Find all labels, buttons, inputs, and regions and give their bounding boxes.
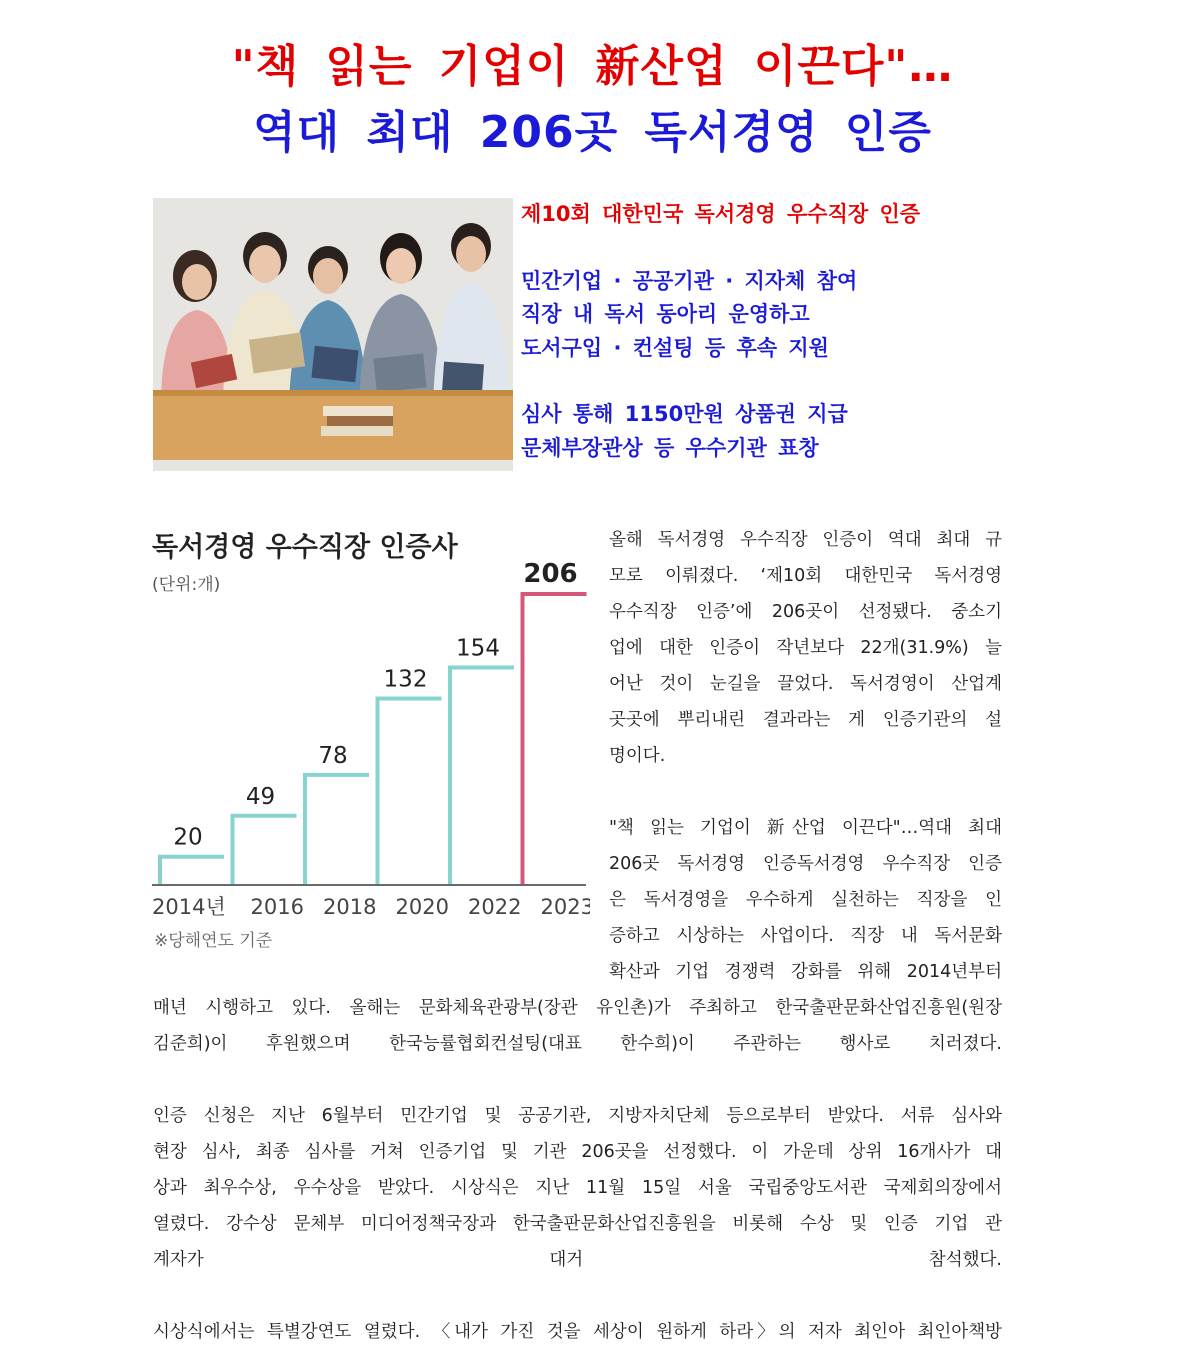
article-line: 우수직장 인증’에 206곳이 선정됐다. 중소기: [609, 602, 1002, 622]
article-line: 현장 심사, 최종 심사를 거쳐 인증기업 및 기관 206곳을 선정했다. 이 가운데 상위 16개사가 대: [153, 1142, 1002, 1162]
chart-bar: [160, 857, 224, 885]
article-line: 올해 독서경영 우수직장 인증이 역대 최대 규: [609, 530, 1002, 550]
chart-bar: [233, 816, 297, 885]
summary-title: 제10회 대한민국 독서경영 우수직장 인증: [521, 202, 921, 226]
article-line: "책 읽는 기업이 新산업 이끈다"…역대 최대: [609, 818, 1002, 838]
article-line: 은 독서경영을 우수하게 실천하는 직장을 인: [609, 890, 1002, 910]
chart-bar: [523, 594, 587, 885]
article-line: 증하고 시상하는 사업이다. 직장 내 독서문화: [609, 926, 1002, 946]
chart-category-label: 2023: [540, 895, 590, 919]
chart-value-label: 78: [318, 742, 348, 769]
chart-category-label: 2022: [468, 895, 522, 919]
chart-category-label: 2014년: [152, 895, 226, 919]
article-line: 확산과 기업 경쟁력 강화를 위해 2014년부터: [609, 962, 1002, 982]
article-line: 어난 것이 눈길을 끌었다. 독서경영이 산업계: [609, 674, 1002, 694]
article-line: 상과 최우수상, 우수상을 받았다. 시상식은 지난 11월 15일 서울 국립중앙도서관 국제회의장에서: [153, 1178, 1002, 1198]
chart-unit-label: (단위:개): [152, 575, 221, 595]
certification-chart-svg: [150, 522, 590, 962]
chart-bar: [378, 699, 442, 885]
summary-box: [521, 198, 1081, 465]
chart-footnote: ※당해연도 기준: [154, 931, 273, 951]
summary-line: 직장 내 독서 동아리 운영하고: [521, 302, 810, 326]
summary-line: 민간기업 · 공공기관 · 지자체 참여: [521, 268, 858, 293]
article-paragraph: [153, 990, 1002, 1062]
chart-value-label: 206: [523, 559, 578, 589]
chart-title: 독서경영 우수직장 인증사: [152, 532, 458, 563]
chart-bar: [305, 775, 369, 885]
article-line: 매년 시행하고 있다. 올해는 문화체육관광부(장관 유인촌)가 주최하고 한국출판문화산업진흥원(원장: [153, 998, 1002, 1018]
chart-category-label: 2016: [250, 895, 304, 919]
reading-people-photo: [153, 198, 513, 471]
chart-value-label: 49: [245, 783, 276, 810]
summary-line: 심사 통해 1150만원 상품권 지급: [521, 402, 848, 426]
chart-category-label: 2018: [323, 895, 377, 919]
article-line: 명이다.: [609, 746, 666, 766]
article-line: 김준희)이 후원했으며 한국능률협회컨설팅(대표 한수희)이 주관하는 행사로 치러졌다.: [153, 1034, 1002, 1054]
summary-line: 도서구입 · 컨설팅 등 후속 지원: [521, 335, 829, 360]
reading-people-illustration: [153, 198, 513, 471]
article-line: 열렸다. 강수상 문체부 미디어정책국장과 한국출판문화산업진흥원을 비롯해 수상 및 인증 기업 관: [153, 1214, 1002, 1234]
article-paragraph: [153, 1098, 1002, 1278]
chart-value-label: 154: [456, 635, 500, 662]
article-line: 모로 이뤄졌다. ‘제10회 대한민국 독서경영: [609, 566, 1002, 586]
article-line: 곳곳에 뿌리내린 결과라는 게 인증기관의 설: [609, 710, 1002, 730]
headline-line-2: 역대 최대 206곳 독서경영 인증: [253, 107, 932, 158]
article-line: 206곳 독서경영 인증독서경영 우수직장 인증: [609, 854, 1002, 874]
chart-value-label: 20: [173, 824, 203, 851]
chart-category-label: 2020: [395, 895, 449, 919]
chart-value-label: 132: [383, 666, 428, 693]
certification-chart: [150, 522, 590, 962]
article-line: 업에 대한 인증이 작년보다 22개(31.9%) 늘: [609, 638, 1002, 658]
article-right-column: [609, 522, 1002, 990]
headline-line-1: "책 읽는 기업이 新산업 이끈다"…: [231, 41, 954, 92]
article-line: 시상식에서는 특별강연도 열렸다. 〈내가 가진 것을 세상이 원하게 하라〉의 저자 최인아 최인아책방: [153, 1322, 1002, 1342]
summary-line: 문체부장관상 등 우수기관 표창: [521, 435, 819, 460]
article-paragraph: [153, 1314, 1002, 1350]
article-line: 계자가 대거 참석했다.: [153, 1250, 1002, 1270]
chart-bar: [450, 667, 514, 885]
article-line: 인증 신청은 지난 6월부터 민간기업 및 공공기관, 지방자치단체 등으로부터 받았다. 서류 심사와: [153, 1106, 1002, 1126]
article-line: [609, 774, 1002, 810]
